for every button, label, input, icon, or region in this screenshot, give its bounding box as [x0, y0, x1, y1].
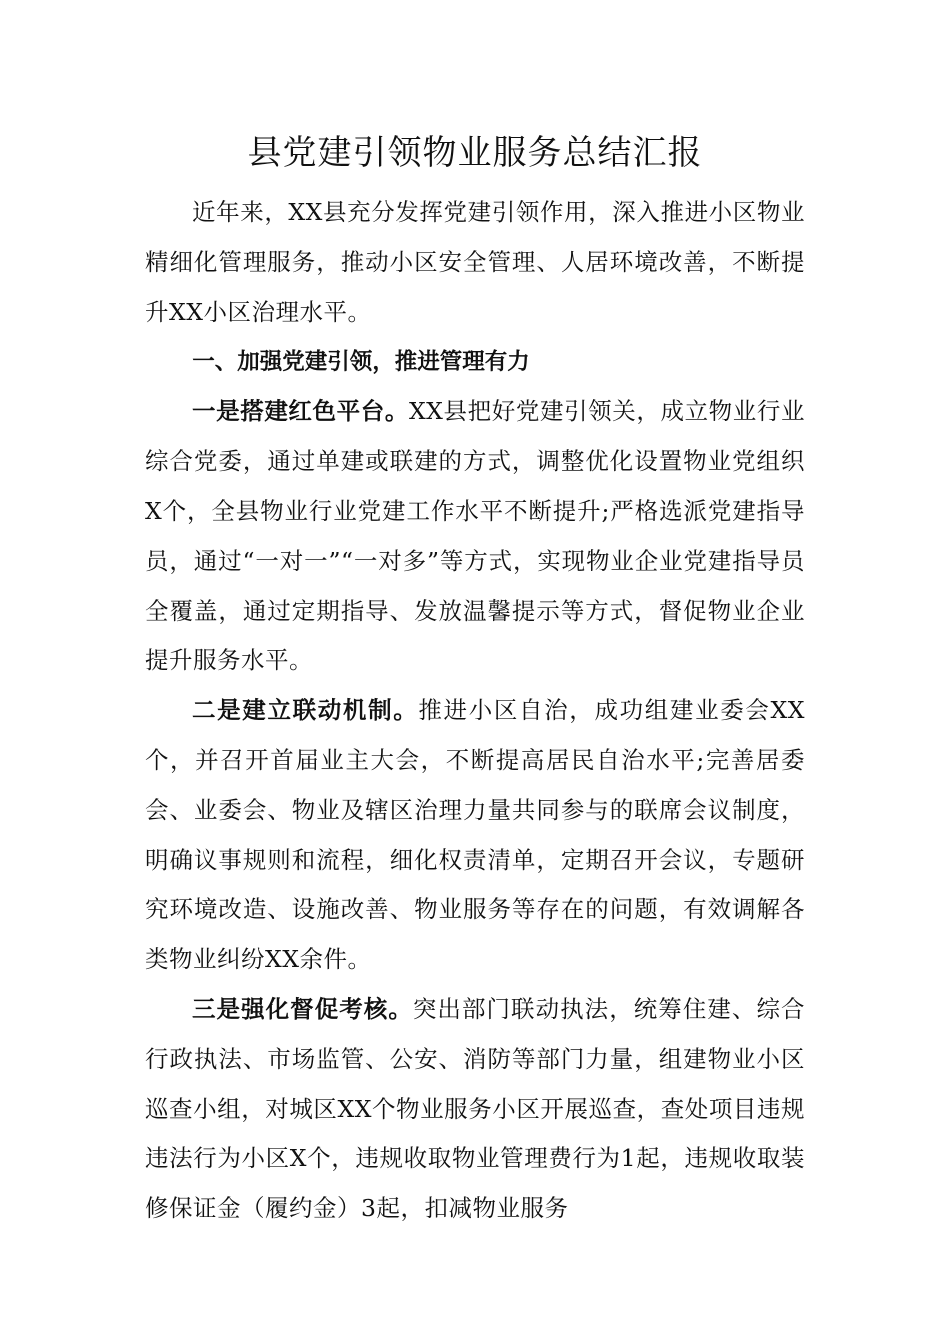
- item-body-2: 推进小区自治，成功组建业委会XX个，并召开首届业主大会，不断提高居民自治水平;完善居委会、业委会、物业及辖区治理力量共同参与的联席会议制度，明确议事规则和流程，细化权责清单，定期召开会议，专题研究环境改造、设施改善、物业服务等存在的问题，有效调解各类物业纠纷XX余件。: [145, 696, 805, 974]
- item-paragraph-2: [145, 686, 805, 985]
- item-lead-2: 二是建立联动机制。: [192, 696, 419, 725]
- item-paragraph-1: [145, 387, 805, 686]
- item-lead-3: 三是强化督促考核。: [192, 994, 413, 1023]
- document-page: [145, 118, 805, 1234]
- item-body-1: XX县把好党建引领关，成立物业行业综合党委，通过单建或联建的方式，调整优化设置物业党组织X个，全县物业行业党建工作水平不断提升;严格选派党建指导员，通过“一对一”“一对多”等方式，实现物业企业党建指导员全覆盖，通过定期指导、发放温馨提示等方式，督促物业企业提升服务水平。: [145, 397, 805, 675]
- document-title: 县党建引领物业服务总结汇报: [247, 133, 703, 173]
- section-heading-1: 一、加强党建引领，推进管理有力: [192, 349, 530, 376]
- item-body-3: 突出部门联动执法，统筹住建、综合行政执法、市场监管、公安、消防等部门力量，组建物业小区巡查小组，对城区XX个物业服务小区开展巡查，查处项目违规违法行为小区X个，违规收取物业管理费行为1起，违规收取装修保证金（履约金）3起，扣减物业服务: [145, 994, 805, 1223]
- item-lead-1: 一是搭建红色平台。: [192, 397, 409, 426]
- item-paragraph-3: [145, 985, 805, 1234]
- intro-paragraph: 近年来，XX县充分发挥党建引领作用，深入推进小区物业精细化管理服务，推动小区安全管理、人居环境改善，不断提升XX小区治理水平。: [145, 198, 805, 326]
